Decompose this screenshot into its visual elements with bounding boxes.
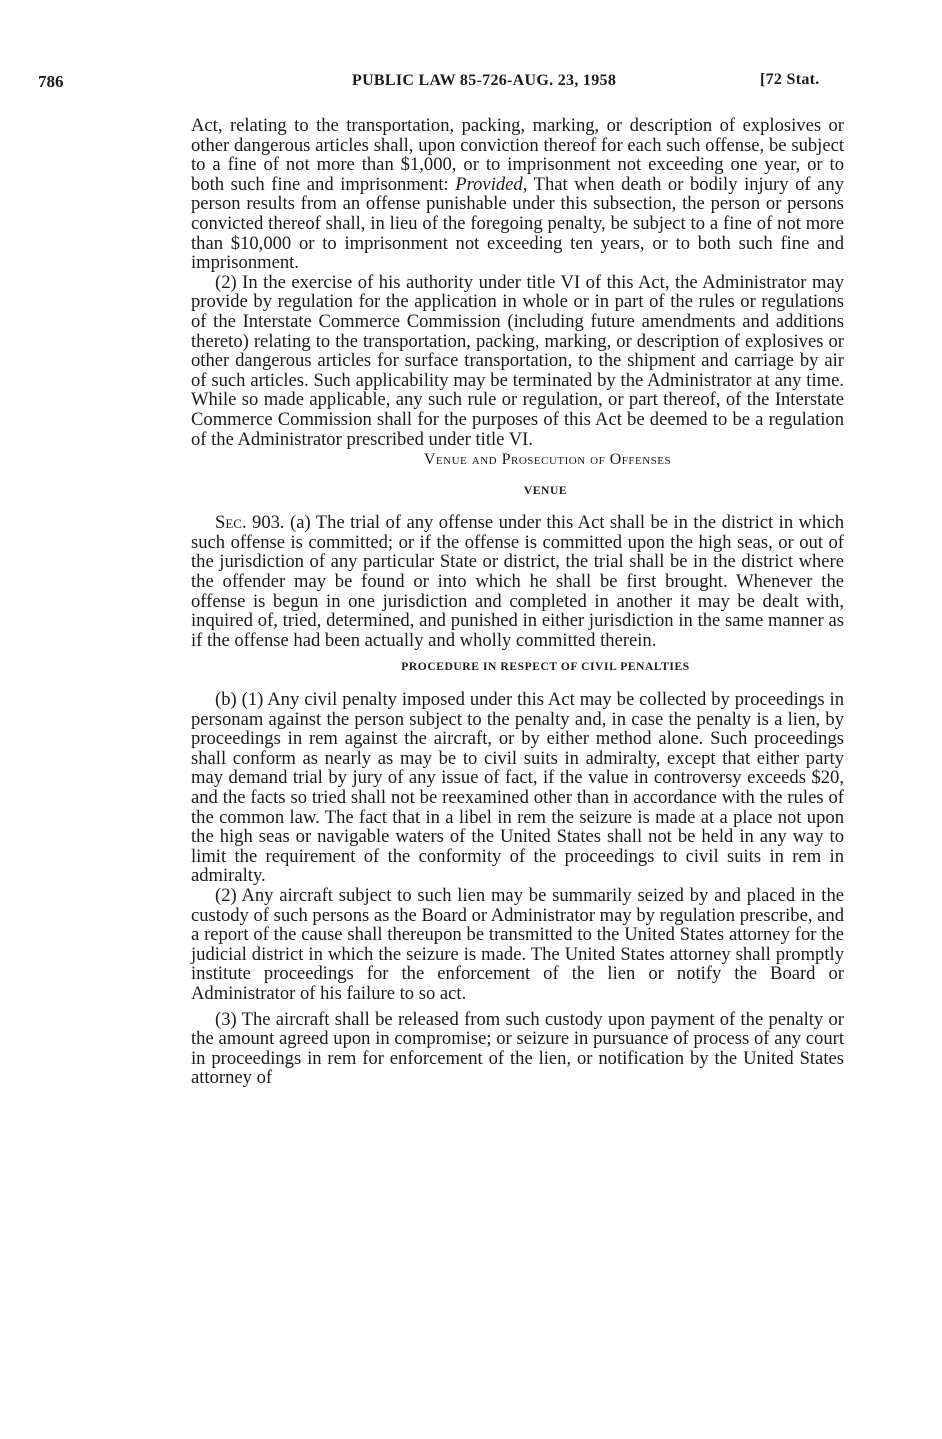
continuation-paragraph bbox=[191, 116, 844, 273]
statute-reference: [72 Stat. bbox=[760, 71, 820, 88]
subheading-civil-penalties: PROCEDURE IN RESPECT OF CIVIL PENALTIES bbox=[401, 661, 690, 674]
paragraph-b1: (b) (1) Any civil penalty imposed under this Act may be collected by proceedings in personam against the person subject to the penalty and, in case the penalty is a lien, by proceedings in rem against the aircraft, or by either method alone. Such proceedings shall conform as nearly as may be to civil suits in admiralty, except that either party may demand trial by jury of any issue of fact, if the value in controversy exceeds $20, and the facts so tried shall not be reexamined other than in accordance with the rules of the common law. The fact that in a libel in rem the seizure is made at a place not upon the high seas or navigable waters of the United States shall not be held in any way to limit the requirement of the conformity of the proceedings to civil suits in rem in admiralty. bbox=[191, 689, 844, 887]
running-head: PUBLIC LAW 85-726-AUG. 23, 1958 bbox=[352, 72, 617, 89]
section-label: Sec. 903. bbox=[215, 512, 285, 534]
paragraph-b2: (2) Any aircraft subject to such lien may be summarily seized by and placed in the custody of such persons as the Board or Administrator may by regulation prescribe, and a report of the cause shall thereupon be transmitted to the United States attorney for the judicial district in which the seizure is made. The United States attorney shall promptly institute proceedings for the enforcement of the lien or notify the Board or Administrator of his failure to so act. bbox=[191, 884, 844, 1004]
continuation-text-2: That when death or bodily injury of any person results from an offense punishable under this subsection, the person or persons convicted thereof shall, in lieu of the foregoing penalty, be subject to a fine of not more than $10,000 or to imprisonment not exceeding ten years, or to both such fine and imprisonment. bbox=[191, 173, 844, 274]
continuation-text-1: Act, relating to the transportation, packing, marking, or description of explosives or other dangerous articles shall, upon conviction thereof for each such offense, be subject to a fine of not more than $1,000, or to imprisonment not exceeding one year, or to both such fine and imprisonment: bbox=[191, 115, 844, 195]
proviso-word: Provided, bbox=[455, 173, 528, 195]
section-903-text: (a) The trial of any offense under this Act shall be in the district in which such offense is committed; or if the offense is committed upon the high seas, or out of the jurisdiction of any particular State or district, the trial shall be in the district where the offender may be found or into which he shall be first brought. Whenever the offense is begun in one jurisdiction and completed in another it may be dealt with, inquired of, tried, determined, and punished in either jurisdiction in the same manner as if the offense had been actually and wholly committed therein. bbox=[191, 512, 844, 651]
section-903-paragraph bbox=[191, 513, 844, 650]
paragraph-2: (2) In the exercise of his authority under title VI of this Act, the Administrator may provide by regulation for the application in whole or in part of the rules or regulations of the Interstate Commerce Commission (including future amendments and additions thereto) relating to the transportation, packing, marking, or description of explosives or other dangerous articles for surface transportation, to the shipment and carriage by air of such articles. Such applicability may be terminated by the Administrator at any time. While so made applicable, any such rule or regulation, or part thereof, of the Interstate Commerce Commission shall for the purposes of this Act be deemed to be a regulation of the Administrator prescribed under title VI. bbox=[191, 271, 844, 450]
page-number: 786 bbox=[38, 72, 64, 91]
paragraph-b3: (3) The aircraft shall be released from such custody upon payment of the penalty or the amount agreed upon in compromise; or seizure in pursuance of process of any court in proceedings in rem for enforcement of the lien, or notification by the United States attorney of bbox=[191, 1008, 844, 1089]
heading-venue-and-prosecution: Venue and Prosecution of Offenses bbox=[423, 451, 672, 469]
subheading-venue: VENUE bbox=[523, 484, 568, 497]
page-body bbox=[191, 116, 844, 1088]
page-header bbox=[0, 72, 942, 96]
